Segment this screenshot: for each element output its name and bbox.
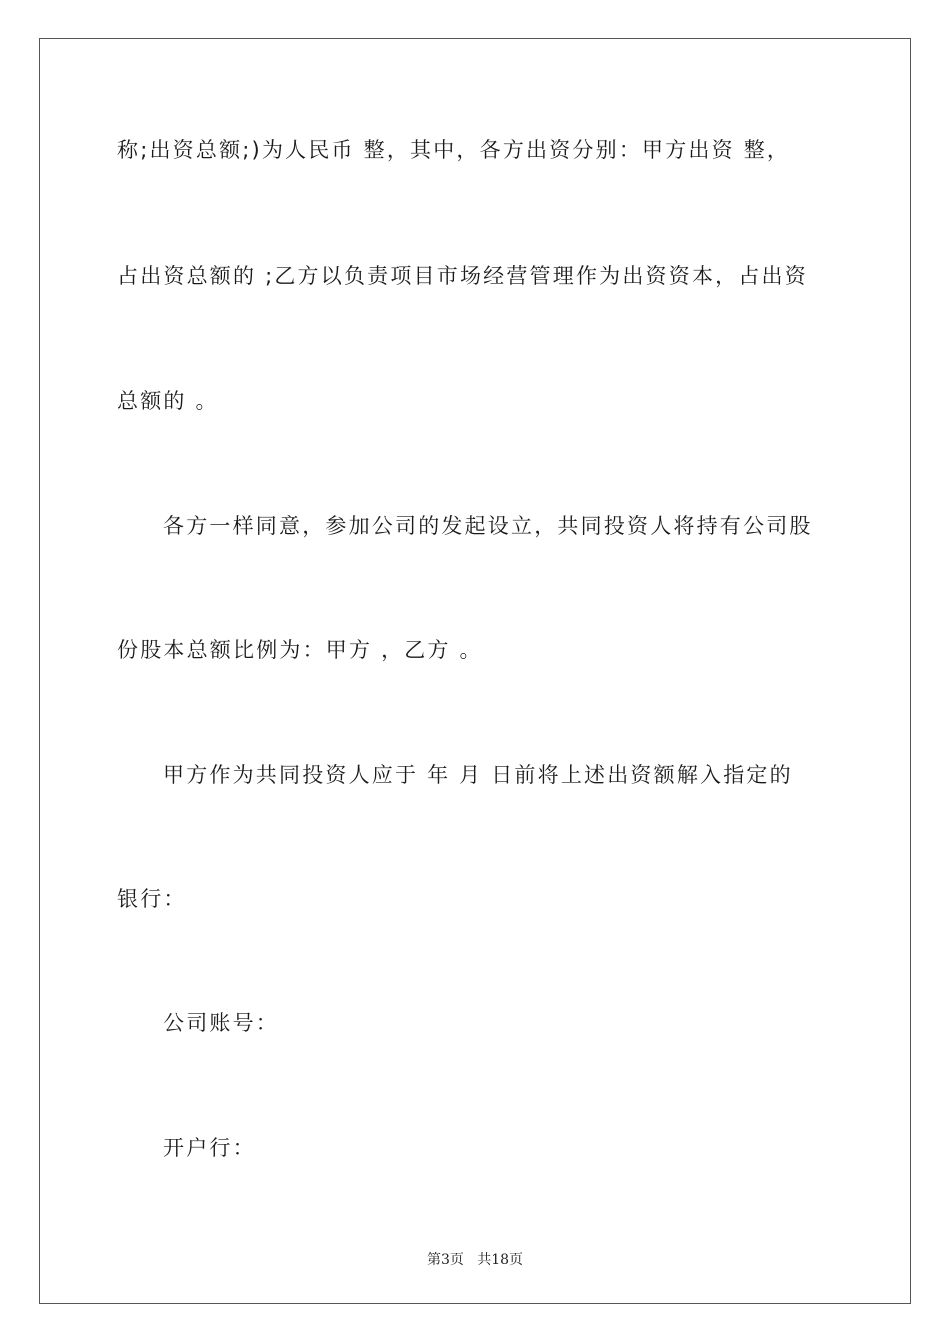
page-frame — [39, 38, 911, 1304]
text-line-1: 称;出资总额;)为人民币 整，其中，各方出资分别：甲方出资 整， — [117, 138, 791, 162]
text-line-4: 各方一样同意，参加公司的发起设立，共同投资人将持有公司股 — [163, 514, 813, 538]
text-line-2: 占出资总额的 ;乙方以负责项目市场经营管理作为出资资本，占出资 — [117, 264, 808, 288]
text-line-3: 总额的 。 — [117, 389, 219, 413]
text-line-9: 开户行： — [163, 1136, 256, 1160]
text-line-5: 份股本总额比例为：甲方 ，乙方 。 — [117, 638, 483, 662]
page-footer: 第3页 共18页 — [426, 1252, 524, 1268]
text-line-8: 公司账号： — [163, 1011, 279, 1035]
text-line-6: 甲方作为共同投资人应于 年 月 日前将上述出资额解入指定的 — [163, 763, 793, 787]
text-line-7: 银行： — [117, 887, 187, 911]
